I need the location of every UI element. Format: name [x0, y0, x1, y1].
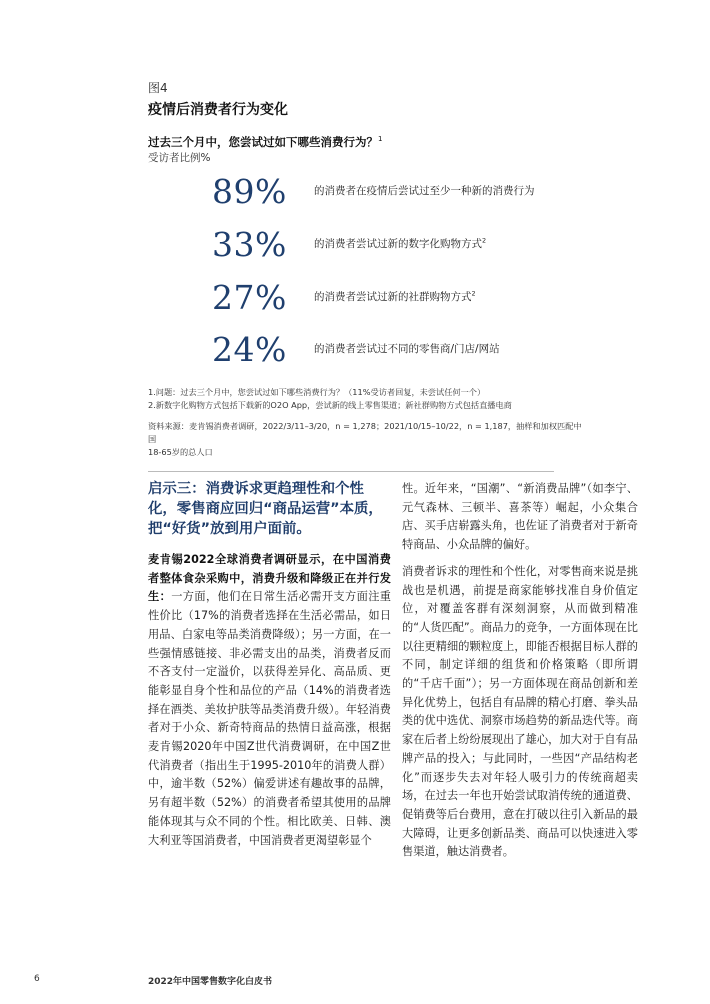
body-paragraph: 性。近年来，“国潮”、“新消费品牌”（如李宁、元气森林、三顿半、喜茶等）崛起，小众集合店、买手店崭露头角，也佐证了消费者对于新奇特商品、小众品牌的偏好。: [402, 482, 638, 552]
stat-description: 的消费者尝试过新的数字化购物方式$^2$: [314, 236, 487, 250]
stat-value: 33%: [212, 225, 287, 264]
body-paragraph: 消费者诉求的理性和个性化，对零售商来说是挑战也是机遇，前提是商家能够找准自身价值定位，对覆盖客群有深刻洞察，从而做到精准的“人货匹配”。商品力的竞争，一方面体现在比以往更精细的颗粒度上，即能否根据目标人群的不同，制定详细的组货和价格策略（即所谓的“千店千面”）；另一方面体现在商品创新和差异化优势上，包括自有品牌的精心打磨、拳头品类的优中选优、洞察市场趋势的新品迭代等。商家在后者上纷纷展现出了雄心，加大对于自有品牌产品的投入；与此同时，一些因“产品结构老化”而逐步失去对年轻人吸引力的传统商超卖场，在过去一年也开始尝试取消传统的通道费、促销费等后台费用，意在打破以往引入新品的最大障碍，让更多创新品类、商品可以快速进入零售渠道，触达消费者。: [402, 564, 638, 859]
stat-value: 89%: [212, 172, 287, 211]
figure-notes: [148, 386, 588, 412]
right-column: [402, 480, 638, 870]
source-note: [148, 420, 588, 459]
stat-description: 的消费者在疫情后尝试过至少一种新的消费行为: [314, 185, 535, 197]
stat-row: [212, 225, 710, 265]
left-column: [148, 479, 391, 858]
source-line: 18-65岁的总人口: [148, 447, 213, 457]
note-line: 2.新数字化购物方式包括下载新的O2O App，尝试新的线上零售渠道；新社群购物方式包括直播电商: [148, 400, 512, 410]
figure-title: 疫情后消费者行为变化: [148, 102, 288, 118]
figure-question: [148, 134, 382, 150]
question-text: 过去三个月中，您尝试过如下哪些消费行为？: [148, 135, 378, 149]
stat-description: 的消费者尝试过不同的零售商/门店/网站: [314, 343, 500, 355]
stat-row: [212, 172, 710, 212]
note-line: 1.问题：过去三个月中，您尝试过如下哪些消费行为？（11%受访者回复，未尝试任何一个）: [148, 387, 486, 397]
question-footnote-marker: 1: [378, 135, 383, 144]
page-number: 6: [34, 974, 40, 984]
section-heading: 启示三：消费诉求更趋理性和个性化，零售商应回归“商品运营”本质，把“好货”放到用户面前。: [148, 481, 383, 537]
stat-description: 的消费者尝试过新的社群购物方式$^2$: [314, 289, 476, 303]
lead-sentence: 麦肯锡2022全球消费者调研显示，在中国消费者整体食杂采购中，消费升级和降级正在并行发生：: [148, 553, 391, 604]
body-text: 一方面，他们在日常生活必需开支方面注重性价比（17%的消费者选择在生活必需品，如日用品、白家电等品类消费降级）；另一方面，在一些强情感链接、非必需支出的品类，消费者反而不吝支付一定溢价，以获得差异化、高品质、更能彰显自身个性和品位的产品（14%的消费者选择在酒类、美妆护肤等品类消费升级）。年轻消费者对于小众、新奇特商品的热情日益高涨，根据麦肯锡2020年中国Z世代消费调研，在中国Z世代消费者（指出生于1995-2010年的消费人群）中，逾半数（52%）偏爱讲述有趣故事的品牌，另有超半数（52%）的消费者希望其使用的品牌能体现其与众不同的个性。相比欧美、日韩、澳大利亚等国消费者，中国消费者更渴望彰显个: [148, 590, 391, 847]
body-paragraph: [148, 551, 391, 850]
source-line: 资料来源：麦肯锡消费者调研，2022/3/11–3/20，n = 1,278；2021/10/15–10/22，n = 1,187，抽样和加权匹配中国: [148, 421, 582, 444]
section-divider: [148, 471, 554, 472]
figure-label: 图4: [148, 81, 168, 95]
stat-value: 24%: [212, 330, 287, 369]
stat-value: 27%: [212, 278, 287, 317]
stat-row: [212, 278, 710, 318]
figure-subtitle: 受访者比例%: [148, 152, 211, 164]
stat-row: [212, 330, 710, 370]
footer-title: 2022年中国零售数字化白皮书: [148, 977, 273, 987]
